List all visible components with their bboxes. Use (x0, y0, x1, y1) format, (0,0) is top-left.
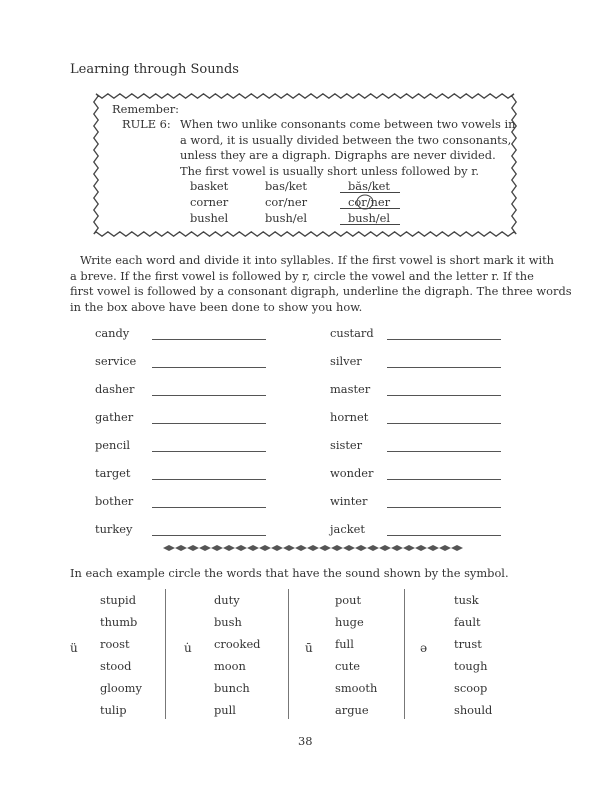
sound-word[interactable]: stupid (100, 593, 136, 607)
circle-instructions: In each example circle the words that have the sound shown by the symbol. (70, 566, 509, 580)
diamond-ornament (211, 545, 223, 551)
page-title: Learning through Sounds (70, 62, 239, 77)
sound-symbol: ü (70, 641, 78, 655)
diamond-divider (163, 542, 463, 554)
sound-word[interactable]: gloomy (100, 681, 142, 695)
diamond-ornament (355, 545, 367, 551)
word-item: wonder (330, 466, 374, 480)
answer-blank[interactable] (152, 451, 266, 452)
diamond-ornament (319, 545, 331, 551)
example-word: basket (190, 179, 229, 193)
rule-box (92, 92, 518, 238)
page-number: 38 (298, 734, 313, 748)
rule-label: RULE 6: (122, 117, 171, 131)
word-item: sister (330, 438, 363, 452)
sound-symbol: ə (420, 641, 428, 655)
column-divider (404, 589, 405, 719)
sound-word[interactable]: roost (100, 637, 130, 651)
answer-blank[interactable] (152, 423, 266, 424)
word-item: silver (330, 354, 362, 368)
answer-blank[interactable] (152, 367, 266, 368)
word-item: custard (330, 326, 374, 340)
diamond-ornament (427, 545, 439, 551)
instruction-line: in the box above have been done to show you how. (70, 299, 363, 314)
rule-line-1: When two unlike consonants come between two vowels in (180, 117, 516, 131)
answer-blank[interactable] (387, 479, 501, 480)
sound-word[interactable]: huge (335, 615, 364, 629)
instruction-line: Write each word and divide it into syllables. If the first vowel is short mark it with (80, 253, 555, 267)
sound-word[interactable]: should (454, 703, 493, 717)
example-marked: bush/el (348, 211, 391, 225)
diamond-ornament (367, 545, 379, 551)
rule-line-3: unless they are a digraph. Digraphs are never divided. (180, 148, 496, 162)
answer-blank[interactable] (152, 339, 266, 340)
answer-blank[interactable] (387, 451, 501, 452)
instructions (70, 253, 572, 315)
word-item: service (95, 354, 137, 368)
example-word: bushel (190, 211, 229, 225)
sound-word[interactable]: scoop (454, 681, 488, 695)
sound-word[interactable]: moon (214, 659, 246, 673)
sound-word[interactable]: argue (335, 703, 369, 717)
diamond-ornament (259, 545, 271, 551)
answer-blank[interactable] (387, 395, 501, 396)
sound-word[interactable]: pout (335, 593, 362, 607)
example-marked: băs/ket (348, 179, 390, 193)
word-item: candy (95, 326, 130, 340)
word-item: pencil (95, 438, 131, 452)
diamond-ornament (187, 545, 199, 551)
sound-word[interactable]: stood (100, 659, 132, 673)
word-item: gather (95, 410, 134, 424)
example-marked: cor/ner (348, 195, 391, 209)
word-item: winter (330, 494, 368, 508)
diamond-ornament (223, 545, 235, 551)
diamond-ornament (247, 545, 259, 551)
answer-blank[interactable] (152, 535, 266, 536)
sound-word[interactable]: bunch (214, 681, 250, 695)
diamond-ornament (439, 545, 451, 551)
circle-mark (356, 194, 376, 210)
diamond-ornament (391, 545, 403, 551)
example-row (190, 195, 510, 211)
sound-word[interactable]: crooked (214, 637, 261, 651)
example-row (190, 211, 510, 227)
rule-line-4: The first vowel is usually short unless followed by r. (180, 163, 480, 178)
sound-symbol: ū (305, 641, 313, 655)
instruction-line: a breve. If the first vowel is followed by r, circle the vowel and the letter r. If the (70, 268, 534, 283)
answer-blank[interactable] (152, 479, 266, 480)
column-divider (165, 589, 166, 719)
example-split: bush/el (265, 211, 308, 225)
sound-word[interactable]: pull (214, 703, 236, 717)
sound-word[interactable]: fault (454, 615, 481, 629)
word-item: dasher (95, 382, 135, 396)
remember-label: Remember: (112, 102, 179, 116)
answer-blank[interactable] (387, 367, 501, 368)
word-item: turkey (95, 522, 133, 536)
sound-word[interactable]: tulip (100, 703, 127, 717)
sound-word[interactable]: cute (335, 659, 361, 673)
diamond-ornament (415, 545, 427, 551)
example-answer-line (340, 224, 400, 225)
sound-word[interactable]: full (335, 637, 354, 651)
diamond-ornament (295, 545, 307, 551)
instruction-line: first vowel is followed by a consonant digraph, underline the digraph. The three words (70, 284, 572, 299)
word-item: bother (95, 494, 134, 508)
diamond-ornament (235, 545, 247, 551)
diamond-ornament (343, 545, 355, 551)
example-split: bas/ket (265, 179, 307, 193)
rule-line-2: a word, it is usually divided between the two consonants, (180, 132, 512, 147)
diamond-ornament (451, 545, 463, 551)
word-item: master (330, 382, 371, 396)
sound-word[interactable]: duty (214, 593, 240, 607)
diamond-ornament (163, 545, 175, 551)
example-word: corner (190, 195, 229, 209)
diamond-ornament (403, 545, 415, 551)
sound-symbol: u̇ (184, 641, 192, 655)
diamond-ornament (175, 545, 187, 551)
diamond-ornament (307, 545, 319, 551)
word-item: hornet (330, 410, 369, 424)
example-row (190, 179, 510, 195)
example-answer-line (340, 192, 400, 193)
diamond-ornament (199, 545, 211, 551)
sound-word[interactable]: tough (454, 659, 488, 673)
sound-word[interactable]: tusk (454, 593, 479, 607)
answer-blank[interactable] (152, 507, 266, 508)
answer-blank[interactable] (387, 423, 501, 424)
answer-blank[interactable] (387, 535, 501, 536)
sound-word[interactable]: bush (214, 615, 242, 629)
column-divider (288, 589, 289, 719)
sound-word[interactable]: thumb (100, 615, 138, 629)
diamond-ornament (283, 545, 295, 551)
sound-word[interactable]: smooth (335, 681, 378, 695)
diamond-ornament (331, 545, 343, 551)
rule-examples (190, 179, 510, 227)
example-split: cor/ner (265, 195, 308, 209)
answer-blank[interactable] (387, 507, 501, 508)
answer-blank[interactable] (152, 395, 266, 396)
diamond-ornament (271, 545, 283, 551)
answer-blank[interactable] (387, 339, 501, 340)
word-item: jacket (330, 522, 365, 536)
sound-word[interactable]: trust (454, 637, 482, 651)
diamond-ornament (379, 545, 391, 551)
word-item: target (95, 466, 131, 480)
